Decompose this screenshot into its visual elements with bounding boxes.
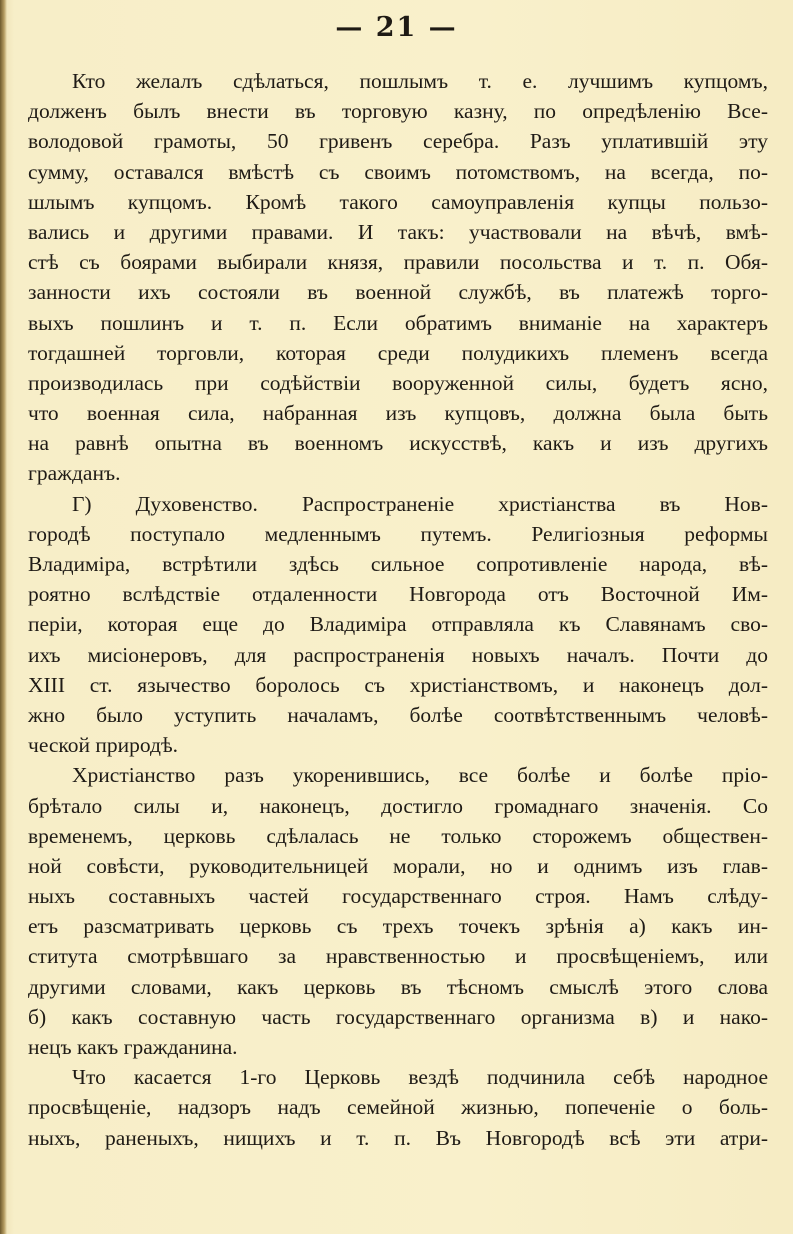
text-line: ческой природѣ. — [28, 733, 179, 758]
text-line: тогдашней торговли, которая среди полудикихъ племенъ всегда — [28, 340, 768, 365]
text-line: долженъ былъ внести въ торговую казну, по опредѣленію Все- — [28, 99, 768, 124]
body-text — [28, 66, 768, 1153]
text-line: нецъ какъ гражданина. — [28, 1035, 238, 1059]
text-line: ной совѣсти, руководительницей морали, но и однимъ изъ глав- — [28, 853, 768, 878]
text-line: володовой грамоты, 50 гривенъ серебра. Разъ уплатившій эту — [28, 129, 768, 154]
text-line: городѣ поступало медленнымъ путемъ. Религіозныя реформы — [28, 521, 768, 546]
text-line: Владиміра, встрѣтили здѣсь сильное сопротивленіе народа, вѣ- — [28, 552, 768, 576]
page-spine-edge — [0, 0, 7, 1234]
text-line: Христіанство разъ укоренившись, все болѣе и болѣе пріо- — [72, 763, 768, 788]
text-line: ныхъ составныхъ частей государственнаго строя. Намъ слѣду- — [28, 884, 768, 909]
text-line: б) какъ составную часть государственнаго организма в) и нако- — [28, 1004, 768, 1029]
text-line: роятно вслѣдствіе отдаленности Новгорода отъ Восточной Им- — [28, 582, 768, 607]
text-line: стѣ съ боярами выбирали князя, правили посольства и т. п. Обя- — [28, 250, 768, 275]
text-line: жно было уступить началамъ, болѣе соотвѣтственнымъ человѣ- — [28, 702, 768, 727]
text-line: Кто желалъ сдѣлаться, пошлымъ т. е. лучшимъ купцомъ, — [72, 69, 768, 93]
text-line: производилась при содѣйствіи вооруженной силы, будетъ ясно, — [28, 370, 768, 395]
text-line: шлымъ купцомъ. Кромѣ такого самоуправленія купцы пользо- — [28, 189, 768, 214]
text-line: вались и другими правами. И такъ: участвовали на вѣчѣ, вмѣ- — [28, 219, 768, 244]
text-line: брѣтало силы и, наконецъ, достигло громаднаго значенія. Со — [28, 793, 768, 818]
text-line: етъ разсматривать церковь съ трехъ точекъ зрѣнія а) какъ ин- — [28, 914, 768, 939]
text-line: просвѣщеніе, надзоръ надъ семейной жизнью, попеченіе о боль- — [28, 1095, 768, 1120]
text-line: періи, которая еще до Владиміра отправляла къ Славянамъ сво- — [28, 612, 768, 637]
text-line: ститута смотрѣвшаго за нравственностью и просвѣщеніемъ, или — [28, 944, 768, 969]
text-line: временемъ, церковь сдѣлалась не только сторожемъ обществен- — [28, 823, 768, 848]
text-line: занности ихъ состояли въ военной службѣ, въ платежѣ торго- — [28, 280, 768, 305]
text-line: XIII ст. язычество боролось съ христіанствомъ, и наконецъ дол- — [28, 672, 768, 697]
text-line: ныхъ, раненыхъ, нищихъ и т. п. Въ Новгородѣ всѣ эти атри- — [28, 1125, 768, 1150]
text-line: гражданъ. — [28, 461, 121, 486]
text-line: ихъ мисіонеровъ, для распространенія новыхъ началъ. Почти до — [28, 642, 768, 667]
text-line: на равнѣ опытна въ военномъ искусствѣ, какъ и изъ другихъ — [28, 431, 768, 456]
text-line: другими словами, какъ церковь въ тѣсномъ смыслѣ этого слова — [28, 974, 768, 999]
text-line: Г) Духовенство. Распространеніе христіанства въ Нов- — [72, 491, 768, 516]
text-line: сумму, оставался вмѣстѣ съ своимъ потомствомъ, на всегда, по- — [28, 159, 768, 184]
text-line: выхъ пошлинъ и т. п. Если обратимъ вниманіе на характеръ — [28, 310, 768, 335]
text-line: что военная сила, набранная изъ купцовъ, должна была быть — [28, 401, 768, 426]
page-number: — 21 — — [335, 12, 458, 43]
text-line: Что касается 1-го Церковь вездѣ подчинила себѣ народное — [72, 1065, 768, 1090]
